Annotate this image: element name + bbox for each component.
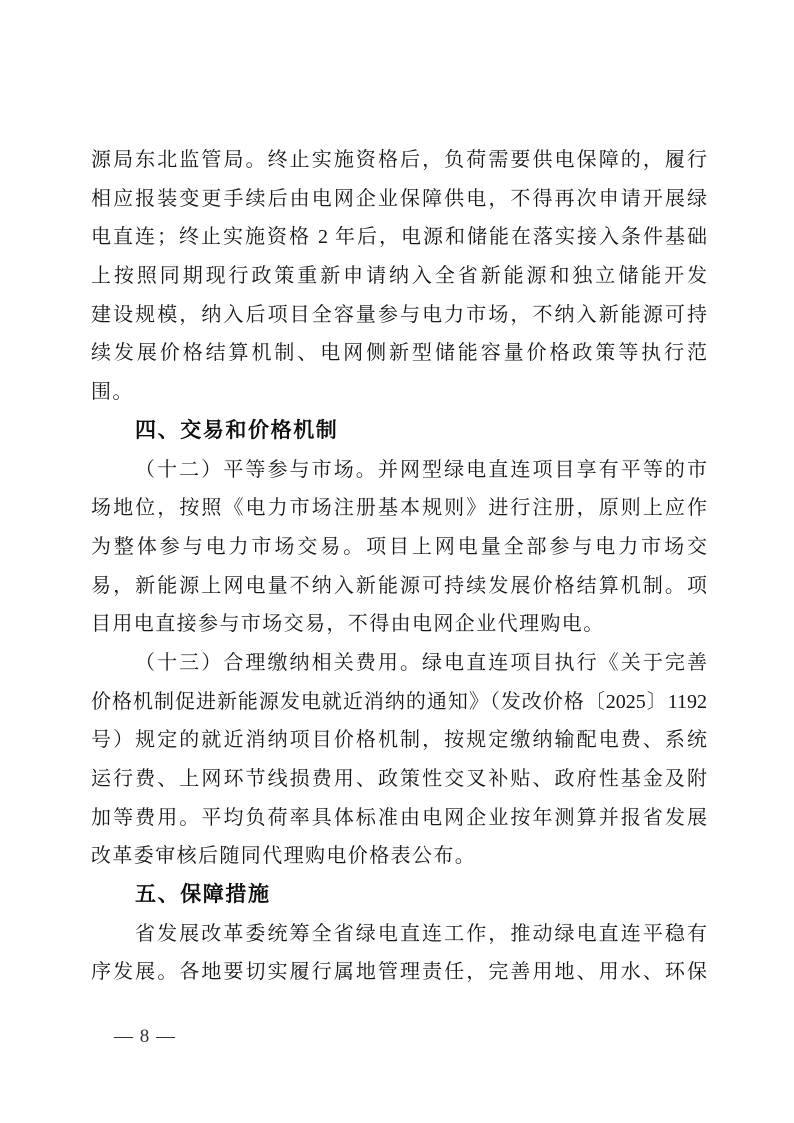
body-text-line: 上按照同期现行政策重新申请纳入全省新能源和独立储能开发 [91, 265, 707, 288]
body-text-line: 续发展价格结算机制、电网侧新型储能容量价格政策等执行范 [91, 342, 707, 365]
body-text-line: （十二）平等参与市场。并网型绿电直连项目享有平等的市 [135, 458, 707, 481]
body-text-line: （十三）合理缴纳相关费用。绿电直连项目执行《关于完善 [135, 651, 707, 674]
body-text-line: 电直连；终止实施资格 2 年后，电源和储能在落实接入条件基础 [91, 226, 707, 249]
page-number: — 8 — [114, 1026, 176, 1047]
body-text-line: 序发展。各地要切实履行属地管理责任，完善用地、用水、环保 [91, 961, 707, 984]
body-text-line: 相应报装变更手续后由电网企业保障供电，不得再次申请开展绿 [91, 187, 707, 210]
body-text-line: 改革委审核后随同代理购电价格表公布。 [91, 845, 477, 868]
body-text-line: 建设规模，纳入后项目全容量参与电力市场，不纳入新能源可持 [91, 303, 707, 326]
body-text-line: 运行费、上网环节线损费用、政策性交叉补贴、政府性基金及附 [91, 768, 707, 790]
body-text-line: 为整体参与电力市场交易。项目上网电量全部参与电力市场交 [91, 535, 707, 558]
body-text-line: 易，新能源上网电量不纳入新能源可持续发展价格结算机制。项 [91, 574, 707, 597]
body-text-line: 省发展改革委统筹全省绿电直连工作，推动绿电直连平稳有 [135, 922, 707, 945]
body-text-line: 号）规定的就近消纳项目价格机制，按规定缴纳输配电费、系统 [91, 729, 707, 752]
body-text-line: 加等费用。平均负荷率具体标准由电网企业按年测算并报省发展 [91, 806, 707, 829]
body-text-line: 目用电直接参与市场交易，不得由电网企业代理购电。 [91, 613, 605, 636]
body-text-line: 场地位，按照《电力市场注册基本规则》进行注册，原则上应作 [91, 497, 707, 520]
body-text-line: 围。 [91, 381, 134, 404]
body-text-line: 源局东北监管局。终止实施资格后，负荷需要供电保障的，履行 [91, 149, 707, 171]
document-body [91, 141, 707, 992]
section-heading: 五、保障措施 [135, 883, 271, 907]
body-text-line: 价格机制促进新能源发电就近消纳的通知》（发改价格〔2025〕1192 [91, 690, 707, 713]
section-heading: 四、交易和价格机制 [135, 418, 339, 442]
